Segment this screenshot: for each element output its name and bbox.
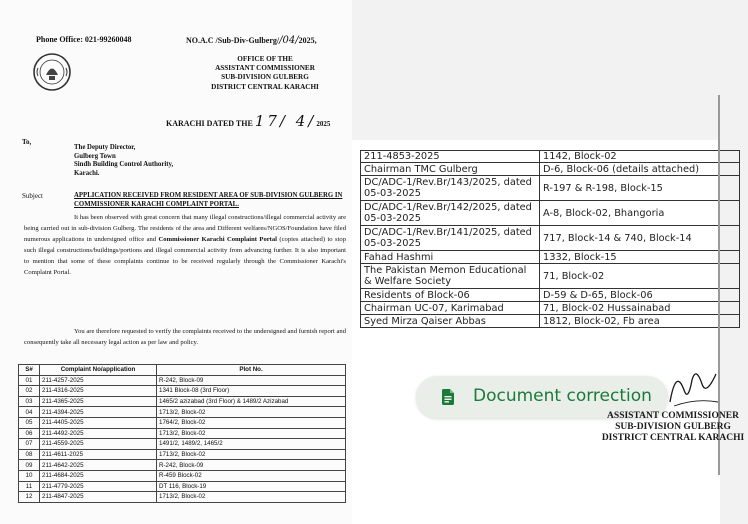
body-paragraph-1: [24, 212, 346, 278]
cell-sn: 03: [19, 396, 40, 407]
continuation-page: [352, 140, 720, 524]
table-row: [361, 315, 740, 328]
signature-handwritten: [666, 362, 720, 410]
office-line: SUB-DIVISION GULBERG: [221, 73, 309, 82]
office-line: OFFICE OF THE: [237, 55, 293, 63]
cell-complaint-no: 211-4611-2025: [40, 449, 157, 460]
cell-source: Chairman UC-07, Karimabad: [361, 302, 540, 315]
cell-complaint-no: 211-4257-2025: [40, 375, 157, 386]
cell-sn: 10: [19, 470, 40, 481]
cell-source: 211-4853-2025: [361, 151, 540, 163]
cell-plot-no: 1713/2, Block-02: [157, 407, 346, 418]
cell-plot-no: 1491/2, 1489/2, 1465/2: [157, 439, 346, 450]
continuation-table: [360, 150, 740, 328]
table-row: [19, 481, 346, 492]
letter-page: [0, 0, 352, 524]
body-paragraph-2: You are therefore requested to verify the complaints received to the undersigned and furnish report and consequently take all necessary legal action as per law and policy.: [24, 328, 346, 346]
cell-sn: 04: [19, 407, 40, 418]
table-row: [19, 449, 346, 460]
cell-sn: 09: [19, 460, 40, 471]
table-row: [361, 163, 740, 176]
document-correction-label[interactable]: Document correction: [473, 386, 652, 406]
signature-block: [598, 411, 748, 444]
cell-source: Residents of Block-06: [361, 289, 540, 302]
cell-source: Fahad Hashmi: [361, 251, 540, 264]
cell-sn: 07: [19, 439, 40, 450]
complaints-table-body: [19, 375, 346, 502]
dated-label: KARACHI DATED THE: [166, 119, 253, 128]
signature-line: DISTRICT CENTRAL KARACHI: [601, 433, 745, 443]
cell-complaint-no: 211-4405-2025: [40, 417, 157, 428]
table-row: [19, 386, 346, 397]
cell-plot: 1332, Block-15: [540, 251, 740, 264]
para-bold-text: Commissioner Karachi Complaint Portal: [158, 236, 277, 243]
cell-plot-no: 1713/2, Block-02: [157, 428, 346, 439]
cell-plot: D-6, Block-06 (details attached): [540, 163, 740, 176]
cell-complaint-no: 211-4492-2025: [40, 428, 157, 439]
table-row: [19, 470, 346, 481]
cell-sn: 01: [19, 375, 40, 386]
cell-plot: R-197 & R-198, Block-15: [540, 176, 740, 201]
table-header-row: [19, 365, 346, 376]
table-row: [361, 226, 740, 251]
table-row: [19, 417, 346, 428]
cell-complaint-no: 211-4394-2025: [40, 407, 157, 418]
para-text: It has been observed with great concern that many illegal constructions/illegal commercial activity are being carried out in sub-division Gulberg. The residents of the area and Different welfares/NGOS/Foundation have filed numerous applications in undersigned office and: [24, 214, 346, 243]
cell-plot-no: 1341 Block-08 (3rd Floor): [157, 386, 346, 397]
docs-icon: [442, 389, 454, 405]
government-seal-icon: [32, 52, 72, 92]
cell-plot-no: 1764/2, Block-02: [157, 417, 346, 428]
table-row: [19, 460, 346, 471]
dated-line: [166, 112, 330, 130]
cell-plot-no: 1713/2, Block-02: [157, 492, 346, 503]
addressee-line: Sindh Building Control Authority,: [74, 161, 174, 169]
addressee-line: The Deputy Director,: [74, 144, 136, 151]
reference-handwritten: /04/: [279, 35, 299, 46]
complaints-table: [18, 364, 346, 503]
subject-text: APPLICATION RECEIVED FROM RESIDENT AREA OF SUB-DIVISION GULBERG IN COMMISSIONER KARACHI COMPLAINT PORTAL.: [74, 192, 343, 208]
cell-complaint-no: 211-4365-2025: [40, 396, 157, 407]
table-row: [361, 176, 740, 201]
table-row: [361, 302, 740, 315]
cell-plot: 1142, Block-02: [540, 151, 740, 163]
cell-source: Chairman TMC Gulberg: [361, 163, 540, 176]
cell-plot-no: R-242, Block-09: [157, 460, 346, 471]
dated-year: 2025: [316, 120, 331, 128]
office-line: DISTRICT CENTRAL KARACHI: [211, 82, 319, 91]
cell-plot-no: 1713/2, Block-02: [157, 449, 346, 460]
header-plot-no: Plot No.: [157, 365, 346, 376]
cell-complaint-no: 211-4684-2025: [40, 470, 157, 481]
table-row: [19, 492, 346, 503]
cell-sn: 05: [19, 417, 40, 428]
cell-plot: A-8, Block-02, Bhangoria: [540, 201, 740, 226]
phone-office: Phone Office: 021-99260048: [36, 35, 132, 44]
cell-plot: 71, Block-02 Hussainabad: [540, 302, 740, 315]
subject-label: Subject: [22, 192, 43, 200]
cell-plot-no: 1465/2 azizabad (3rd Floor) & 1489/2 Azizabad: [157, 396, 346, 407]
table-row: [19, 407, 346, 418]
addressee-line: Gulberg Town: [74, 152, 116, 160]
table-row: [361, 151, 740, 163]
table-row: [19, 439, 346, 450]
office-heading: [190, 55, 340, 92]
cell-complaint-no: 211-4779-2025: [40, 481, 157, 492]
header-complaint-no: Complaint No/application: [40, 365, 157, 376]
cell-source: DC/ADC-1/Rev.Br/142/2025, dated 05-03-2025: [361, 201, 540, 226]
cell-sn: 08: [19, 449, 40, 460]
cell-sn: 02: [19, 386, 40, 397]
addressee: [74, 144, 173, 178]
cell-plot: 717, Block-14 & 740, Block-14: [540, 226, 740, 251]
cell-source: Syed Mirza Qaiser Abbas: [361, 315, 540, 328]
cell-complaint-no: 211-4642-2025: [40, 460, 157, 471]
signature-line: SUB-DIVISION GULBERG: [615, 422, 731, 432]
table-row: [19, 396, 346, 407]
table-row: [19, 375, 346, 386]
header-sn: S#: [19, 365, 40, 376]
to-label: To,: [22, 138, 32, 146]
dated-handwritten: 17/ 4/: [254, 112, 317, 130]
table-row: [361, 289, 740, 302]
cell-source: The Pakistan Memon Educational & Welfare Society: [361, 264, 540, 289]
cell-source: DC/ADC-1/Rev.Br/143/2025, dated 05-03-2025: [361, 176, 540, 201]
cell-sn: 11: [19, 481, 40, 492]
cell-plot-no: R-459 Block-02: [157, 470, 346, 481]
table-row: [361, 251, 740, 264]
cell-plot: 71, Block-02: [540, 264, 740, 289]
para-text: (copies attached) to stop such illegal constructions/buildings/portions and illegal commercial activity from advancing further. It is also important to mention that some of these complaints continue to be received regularly through the Commissioner Karachi's Complaint Portal.: [24, 236, 346, 276]
reference-prefix: NO.A.C /Sub-Div-Gulberg/: [186, 36, 280, 45]
reference-year: 2025,: [298, 36, 317, 45]
cell-complaint-no: 211-4847-2025: [40, 492, 157, 503]
cell-sn: 12: [19, 492, 40, 503]
office-line: ASSISTANT COMMISSIONER: [215, 64, 315, 73]
continuation-table-body: [361, 151, 740, 328]
cell-complaint-no: 211-4316-2025: [40, 386, 157, 397]
signature-line: ASSISTANT COMMISSIONER: [607, 411, 739, 421]
reference-number: [186, 35, 317, 46]
cell-plot-no: R-242, Block-09: [157, 375, 346, 386]
cell-plot-no: DT 116, Block-19: [157, 481, 346, 492]
cell-plot: D-59 & D-65, Block-06: [540, 289, 740, 302]
table-row: [19, 428, 346, 439]
cell-sn: 06: [19, 428, 40, 439]
table-row: [361, 264, 740, 289]
cell-source: DC/ADC-1/Rev.Br/141/2025, dated 05-03-2025: [361, 226, 540, 251]
cell-plot: 1812, Block-02, Fb area: [540, 315, 740, 328]
table-row: [361, 201, 740, 226]
cell-complaint-no: 211-4559-2025: [40, 439, 157, 450]
addressee-line: Karachi.: [74, 169, 100, 177]
